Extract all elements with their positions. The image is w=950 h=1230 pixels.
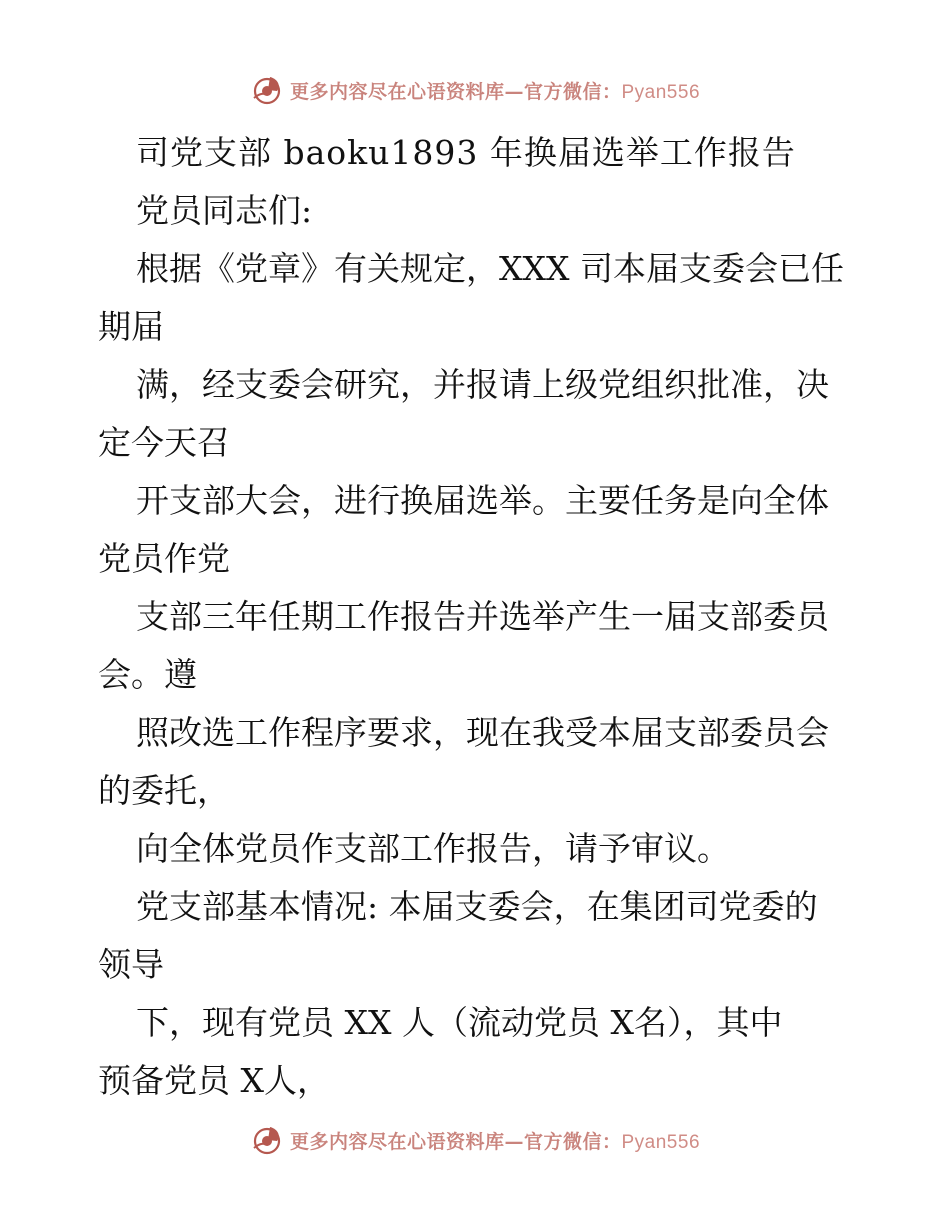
body-line: 党员作党: [98, 539, 230, 578]
banner-dash: —: [504, 80, 524, 103]
banner-wechat-id: Pyan556: [621, 81, 701, 103]
body-line: 向全体党员作支部工作报告，请予审议。: [136, 829, 730, 868]
banner-wechat-label: 官方微信：: [523, 80, 622, 103]
banner-text: [290, 1127, 700, 1154]
body-line: 的委托，: [98, 771, 230, 810]
document-body: [98, 124, 858, 1110]
body-line: 支部三年任期工作报告并选举产生一届支部委员: [136, 597, 829, 636]
body-line: 下，现有党员 XX 人（流动党员 X名），其中: [136, 1003, 783, 1042]
document-title: 司党支部 baoku1893 年换届选举工作报告: [136, 133, 796, 172]
banner-main-text: 更多内容尽在心语资料库: [289, 80, 505, 103]
banner-wechat-label: 官方微信：: [523, 1130, 622, 1153]
quill-circle-logo-icon: [250, 1123, 284, 1157]
banner-text: [290, 77, 700, 104]
body-line: 领导: [98, 945, 164, 984]
banner-wechat-id: Pyan556: [621, 1131, 701, 1153]
body-line: 照改选工作程序要求，现在我受本届支部委员会: [136, 713, 829, 752]
document-salutation: 党员同志们:: [136, 191, 313, 230]
footer-banner: [0, 1120, 950, 1160]
body-line: 开支部大会，进行换届选举。主要任务是向全体: [136, 481, 829, 520]
body-line: 会。遵: [98, 655, 197, 694]
body-line: 满，经支委会研究，并报请上级党组织批准，决: [136, 365, 829, 404]
header-banner: [0, 70, 950, 110]
banner-main-text: 更多内容尽在心语资料库: [289, 1130, 505, 1153]
body-line: 预备党员 X人，: [98, 1061, 330, 1100]
body-line: 根据《党章》有关规定，XXX 司本届支委会已任: [136, 249, 844, 288]
body-line: 定今天召: [98, 423, 230, 462]
banner-dash: —: [504, 1130, 524, 1153]
body-line: 期届: [98, 307, 164, 346]
quill-circle-logo-icon: [250, 73, 284, 107]
body-line: 党支部基本情况: 本届支委会，在集团司党委的: [136, 887, 818, 926]
